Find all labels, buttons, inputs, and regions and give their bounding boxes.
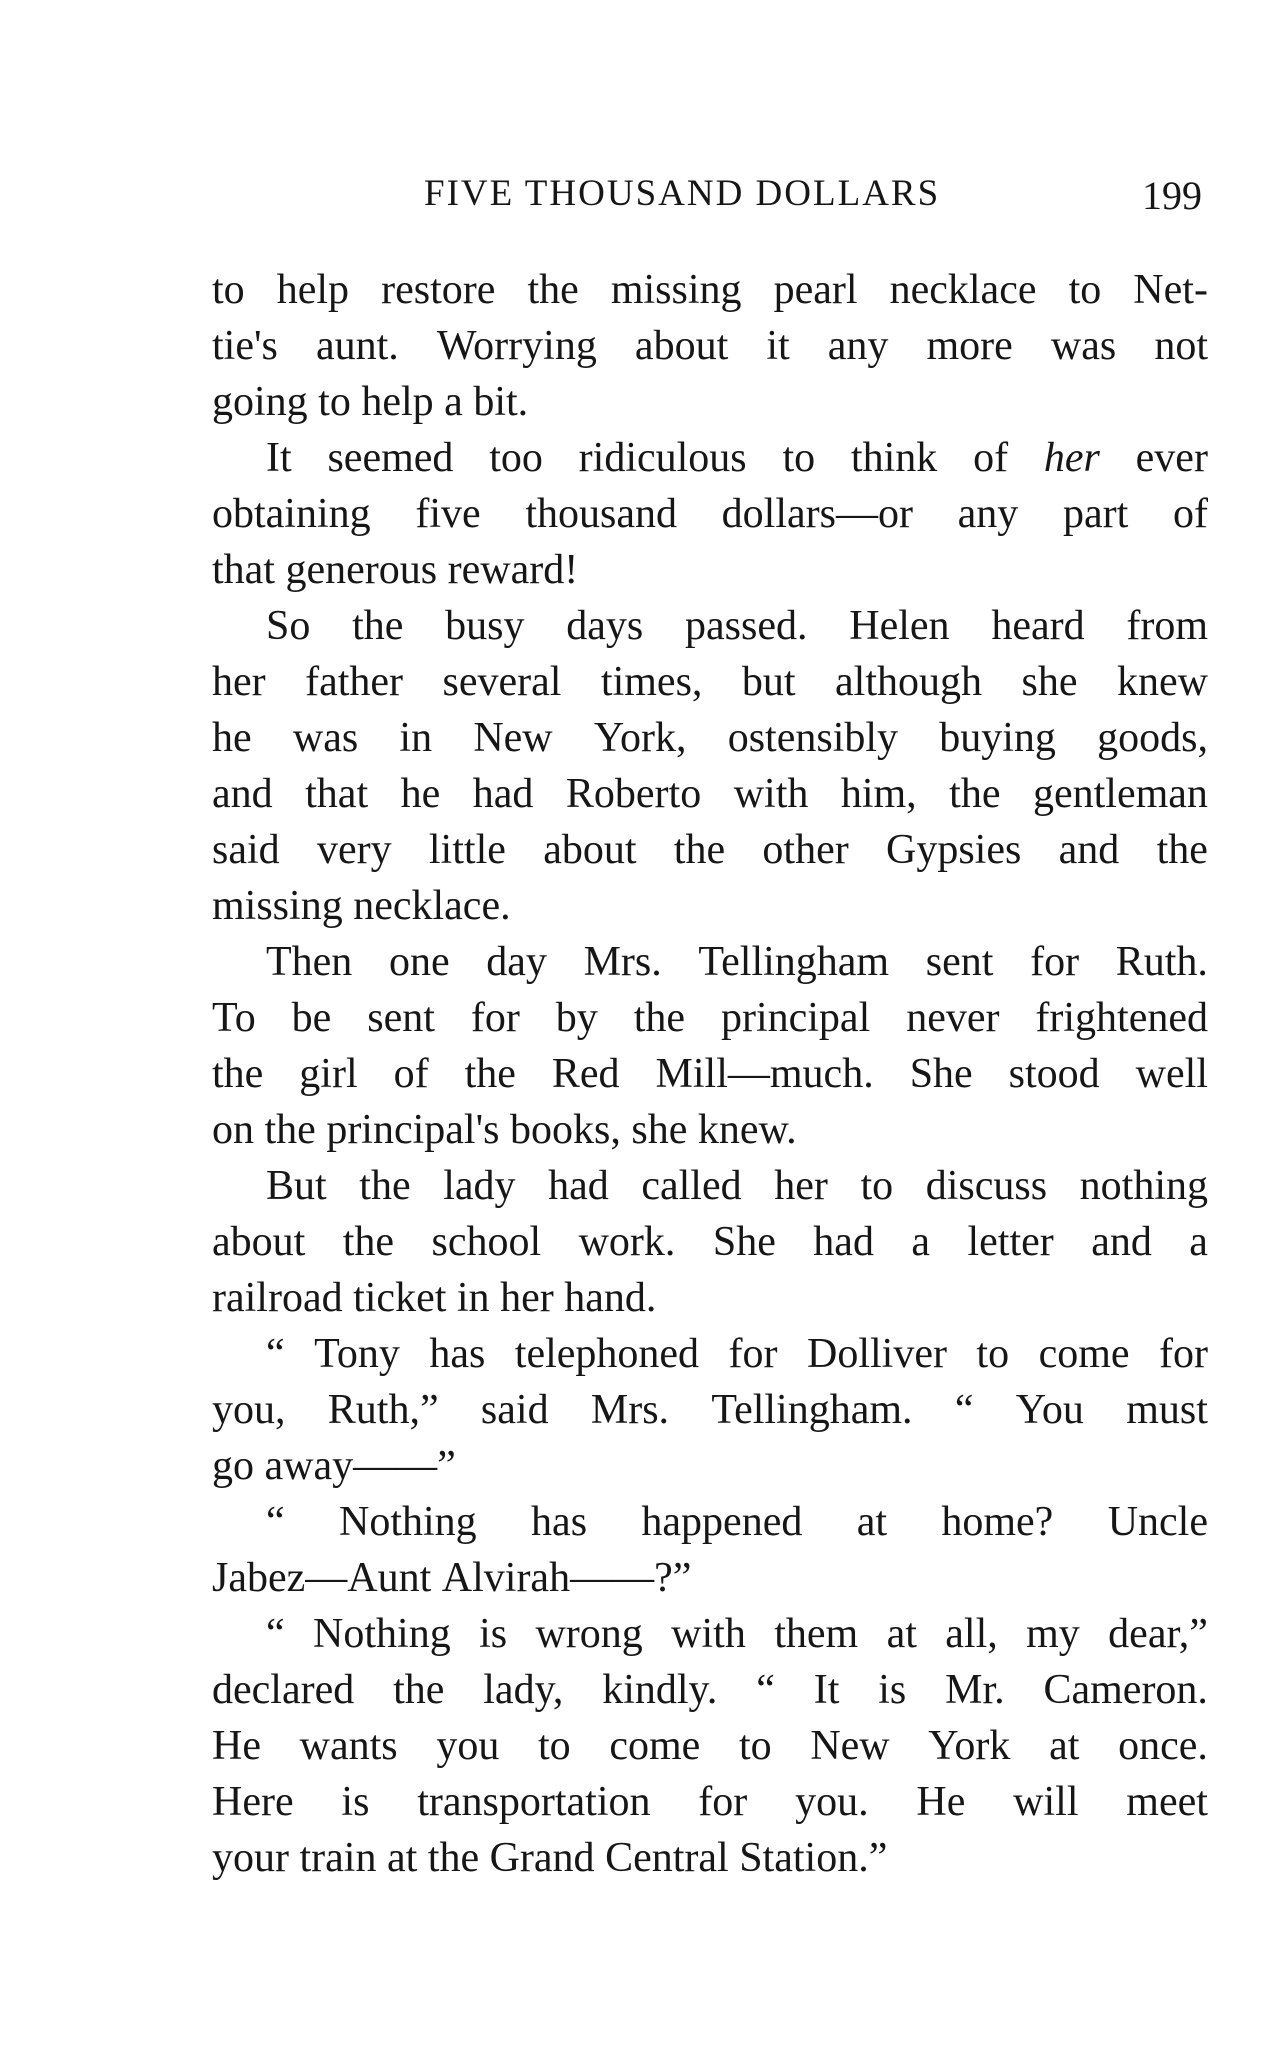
text-line: going to help a bit. — [212, 379, 529, 425]
text-line: Here is transportation for you. He will meet — [212, 1779, 1208, 1825]
text-line: tie's aunt. Worrying about it any more was not — [212, 323, 1208, 369]
text-line: “ Tony has telephoned for Dolliver to come for — [266, 1331, 1208, 1377]
text-line: her father several times, but although she knew — [212, 659, 1208, 705]
text-line: about the school work. She had a letter and a — [212, 1219, 1208, 1265]
text-line: he was in New York, ostensibly buying goods, — [212, 715, 1208, 761]
text-line: But the lady had called her to discuss nothing — [266, 1163, 1208, 1209]
text-line: “ Nothing is wrong with them at all, my dear,” — [266, 1611, 1208, 1657]
text-line: that generous reward! — [212, 547, 579, 593]
running-head: FIVE THOUSAND DOLLARS — [424, 173, 941, 214]
text-line: missing necklace. — [212, 883, 511, 929]
text-line: obtaining five thousand dollars—or any part of — [212, 491, 1208, 537]
text-line: you, Ruth,” said Mrs. Tellingham. “ You must — [212, 1387, 1208, 1433]
text-line: said very little about the other Gypsies and the — [212, 827, 1208, 873]
text-line: go away——” — [212, 1443, 456, 1489]
text-line: Jabez—Aunt Alvirah——?” — [212, 1555, 692, 1601]
page-number: 199 — [1142, 173, 1202, 218]
text-line: He wants you to come to New York at once. — [212, 1723, 1208, 1769]
text-line: It seemed too ridiculous to think of her ever — [266, 435, 1208, 481]
text-line: your train at the Grand Central Station.” — [212, 1835, 888, 1881]
text-line: “ Nothing has happened at home? Uncle — [266, 1499, 1208, 1545]
page-header — [214, 168, 1210, 220]
text-line: on the principal's books, she knew. — [212, 1107, 797, 1153]
text-line: To be sent for by the principal never frightened — [212, 995, 1208, 1041]
text-line: Then one day Mrs. Tellingham sent for Ruth. — [266, 939, 1208, 985]
text-line: declared the lady, kindly. “ It is Mr. Cameron. — [212, 1667, 1208, 1713]
body-text — [212, 262, 1208, 1886]
text-line: to help restore the missing pearl necklace to Net- — [212, 267, 1208, 313]
text-line: So the busy days passed. Helen heard from — [266, 603, 1208, 649]
text-line: and that he had Roberto with him, the gentleman — [212, 771, 1208, 817]
text-line: the girl of the Red Mill—much. She stood well — [212, 1051, 1208, 1097]
text-line: railroad ticket in her hand. — [212, 1275, 657, 1321]
